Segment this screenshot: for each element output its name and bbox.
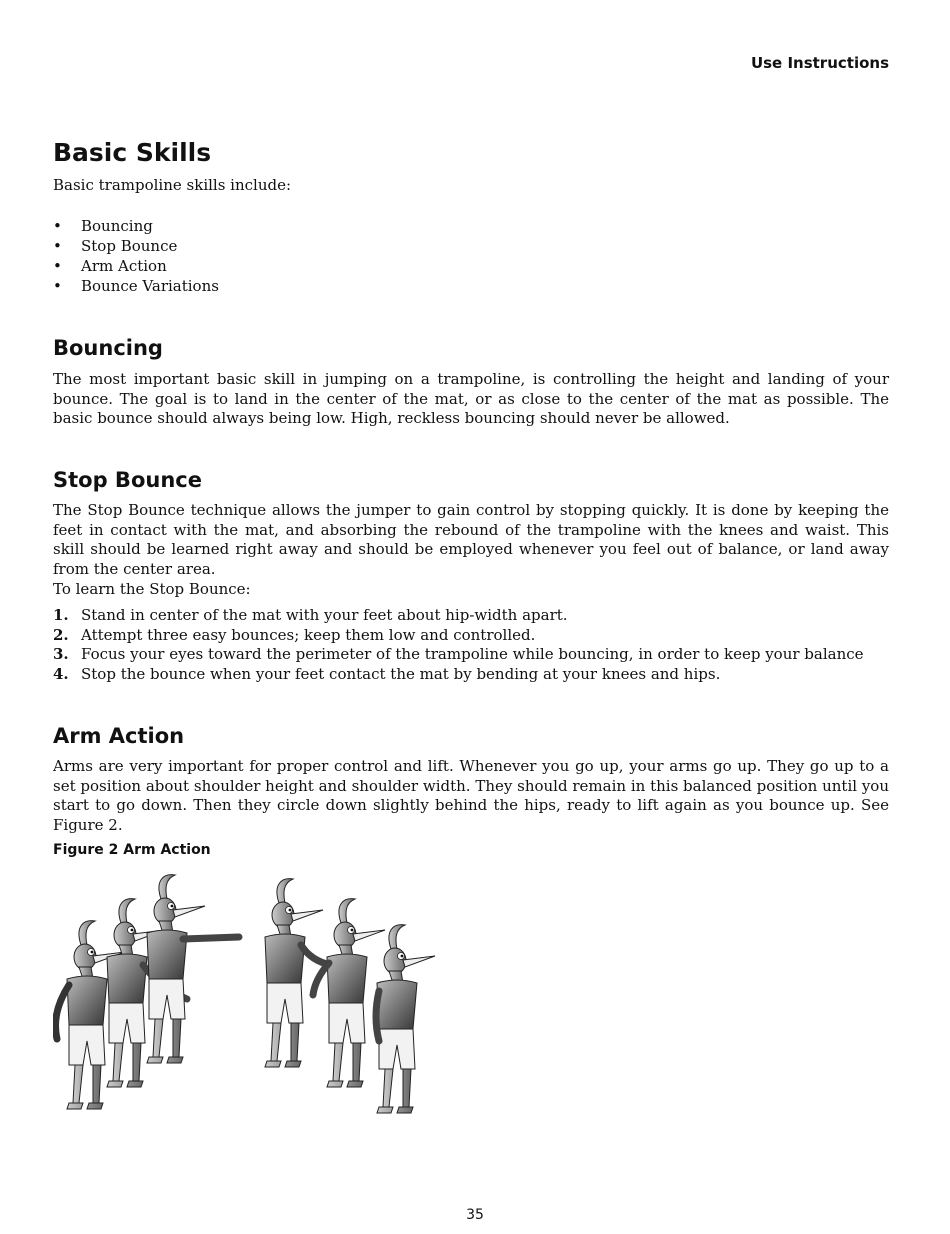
- arm-action-paragraph: Arms are very important for proper control and lift. Whenever you go up, your arms go up. They go up to a set position about shoulder height and shoulder width. They should remain in this balanced position until you start to go down. Then they circle down slightly behind the hips, ready to lift again as you bounce up. See Figure 2.: [53, 757, 889, 834]
- running-header: Use Instructions: [750, 54, 889, 72]
- basic-skills-intro: Basic trampoline skills include:: [53, 176, 292, 194]
- bouncing-heading: Bouncing: [53, 336, 163, 360]
- stop-bounce-steps: [53, 606, 889, 684]
- list-item: 4. Stop the bounce when your feet contact the mat by bending at your knees and hips.: [53, 664, 721, 683]
- page-number: 35: [466, 1207, 484, 1223]
- arm-action-illustration: [53, 865, 453, 1130]
- bullet-icon: •: [53, 257, 62, 275]
- list-item: 2. Attempt three easy bounces; keep them low and controlled.: [53, 625, 536, 644]
- stop-bounce-paragraph: The Stop Bounce technique allows the jumper to gain control by stopping quickly. It is done by keeping the feet in contact with the mat, and absorbing the rebound of the trampoline with the knees and waist. This skill should be learned right away and should be employed whenever you feel out of balance, or land away from the center area.: [53, 501, 889, 578]
- bullet-icon: •: [53, 277, 62, 295]
- arm-action-heading: Arm Action: [53, 724, 185, 748]
- bird-figure-6: [376, 925, 435, 1113]
- bird-figure-5: [313, 899, 385, 1087]
- stop-bounce-heading: Stop Bounce: [53, 468, 202, 492]
- bullet-icon: •: [53, 217, 62, 235]
- stop-bounce-steps-intro: To learn the Stop Bounce:: [53, 580, 251, 598]
- bouncing-paragraph: The most important basic skill in jumping on a trampoline, is controlling the height and landing of your bounce. The goal is to land in the center of the mat, or as close to the center of the mat as possible. The basic bounce should always being low. High, reckless bouncing should never be allowed.: [53, 370, 889, 427]
- bullet-icon: •: [53, 237, 62, 255]
- list-item: 3. Focus your eyes toward the perimeter of the trampoline while bouncing, in order to keep your balance: [53, 645, 864, 663]
- list-item: • Stop Bounce: [53, 237, 178, 255]
- basic-skills-heading: Basic Skills: [53, 138, 212, 167]
- list-item: • Arm Action: [53, 257, 167, 275]
- list-item: • Bounce Variations: [53, 277, 219, 295]
- list-item: • Bouncing: [53, 217, 153, 235]
- bird-figure-3: [147, 875, 239, 1063]
- basic-skills-list: [53, 216, 889, 296]
- list-item: 1. Stand in center of the mat with your feet about hip-width apart.: [53, 606, 568, 624]
- figure-caption: Figure 2 Arm Action: [53, 842, 211, 858]
